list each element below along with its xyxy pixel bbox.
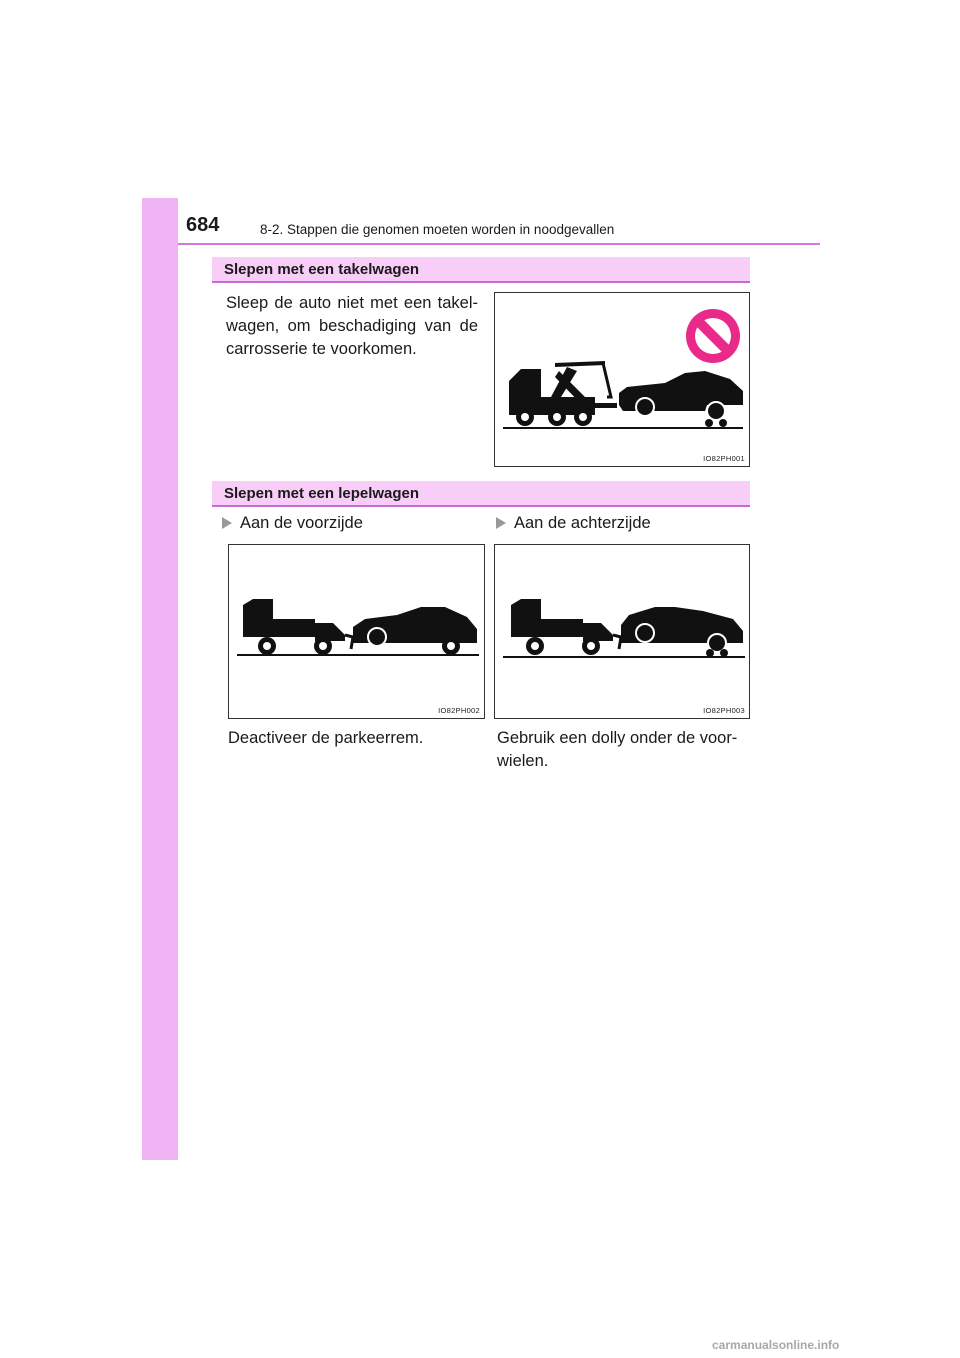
rear-caption: Gebruik een dolly onder de voor-wielen. [497,729,738,770]
chapter-side-tab [142,198,178,1160]
watermark: carmanualsonline.info [712,1338,840,1352]
bullet-rear-label: Aan de achterzijde [514,514,651,532]
prohibited-icon [686,309,740,363]
tow-truck [509,361,617,426]
section-title-takelwagen: Slepen met een takelwagen [212,257,750,283]
takelwagen-text: Sleep de auto niet met een takel-wagen, om beschadiging van de carrosserie te voorkomen. [226,294,478,358]
header-rule [178,243,820,245]
bullet-triangle-icon [496,517,506,529]
chapter-title: 8-2. Stappen die genomen moeten worden in noodgevallen [260,222,615,237]
bullet-rear [496,512,651,534]
flatbed-front-illustration [229,545,486,720]
towed-car [619,371,743,427]
figure-code: IO82PH003 [703,706,745,715]
front-caption: Deactiveer de parkeerrem. [228,729,424,747]
flatbed-rear-illustration [495,545,751,720]
bullet-triangle-icon [222,517,232,529]
bullet-front-label: Aan de voorzijde [240,514,363,532]
figure-code: IO82PH002 [438,706,480,715]
figure-flatbed-rear [494,544,750,719]
figure-code: IO82PH001 [703,454,745,463]
tow-truck-illustration [495,293,751,468]
figure-tow-truck [494,292,750,467]
bullet-front [222,512,363,534]
figure-flatbed-front [228,544,485,719]
section-title-lepelwagen: Slepen met een lepelwagen [212,481,750,507]
page-number: 684 [186,214,220,236]
